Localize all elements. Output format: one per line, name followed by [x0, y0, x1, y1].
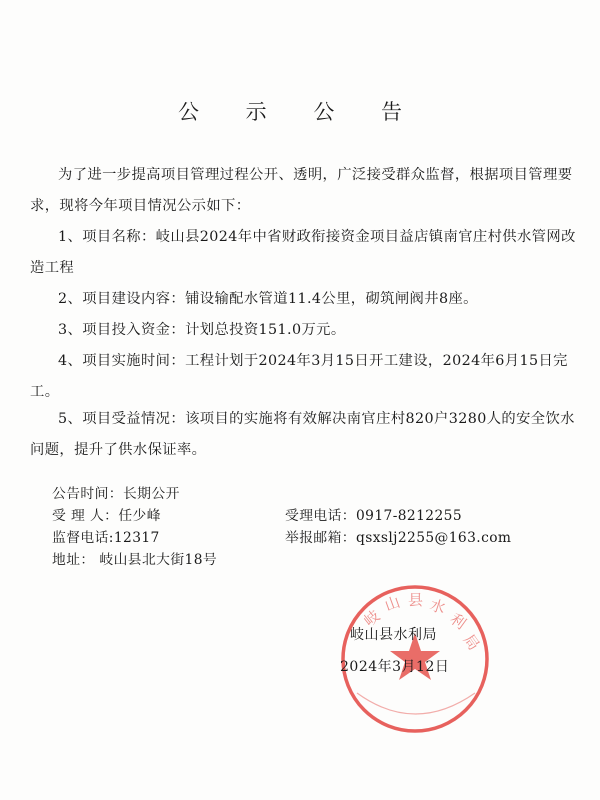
supervise-phone: 监督电话:12317	[52, 530, 160, 546]
svg-text:岐: 岐	[360, 606, 384, 631]
hotline: 受理电话：0917-8212255	[285, 508, 463, 524]
svg-text:县: 县	[408, 591, 424, 609]
svg-text:利: 利	[446, 609, 470, 634]
issuing-organization: 岐山县水利局	[350, 627, 437, 643]
intro-paragraph: 为了进一步提高项目管理过程公开、透明，广泛接受群众监督，根据项目管理要求，现将今年项目情况公示如下：	[30, 167, 573, 214]
item-construction-content: 2、项目建设内容：铺设输配水管道11.4公里，砌筑闸阀井8座。	[58, 291, 478, 307]
item-investment: 3、项目投入资金：计划总投资151.0万元。	[58, 322, 346, 338]
item-schedule: 4、项目实施时间：工程计划于2024年3月15日开工建设，2024年6月15日完工。	[30, 353, 568, 400]
svg-text:局: 局	[459, 630, 484, 654]
item-project-name: 1、项目名称：岐山县2024年中省财政衔接资金项目益店镇南官庄村供水管网改造工程	[30, 229, 576, 276]
issue-date: 2024年3月12日	[340, 659, 450, 675]
svg-text:山: 山	[382, 592, 403, 615]
address: 地址： 岐山县北大街18号	[52, 552, 218, 568]
svg-text:水: 水	[427, 595, 448, 618]
document-title: 公 示 公 告	[177, 100, 423, 124]
item-benefit: 5、项目受益情况：该项目的实施将有效解决南官庄村820户3280人的安全饮水问题，提升了供水保证率。	[30, 411, 575, 458]
handler-name: 受 理 人：任少峰	[52, 508, 161, 524]
report-email: 举报邮箱：qsxslj2255@163.com	[285, 530, 512, 546]
announce-time: 公告时间：长期公开	[52, 486, 180, 502]
